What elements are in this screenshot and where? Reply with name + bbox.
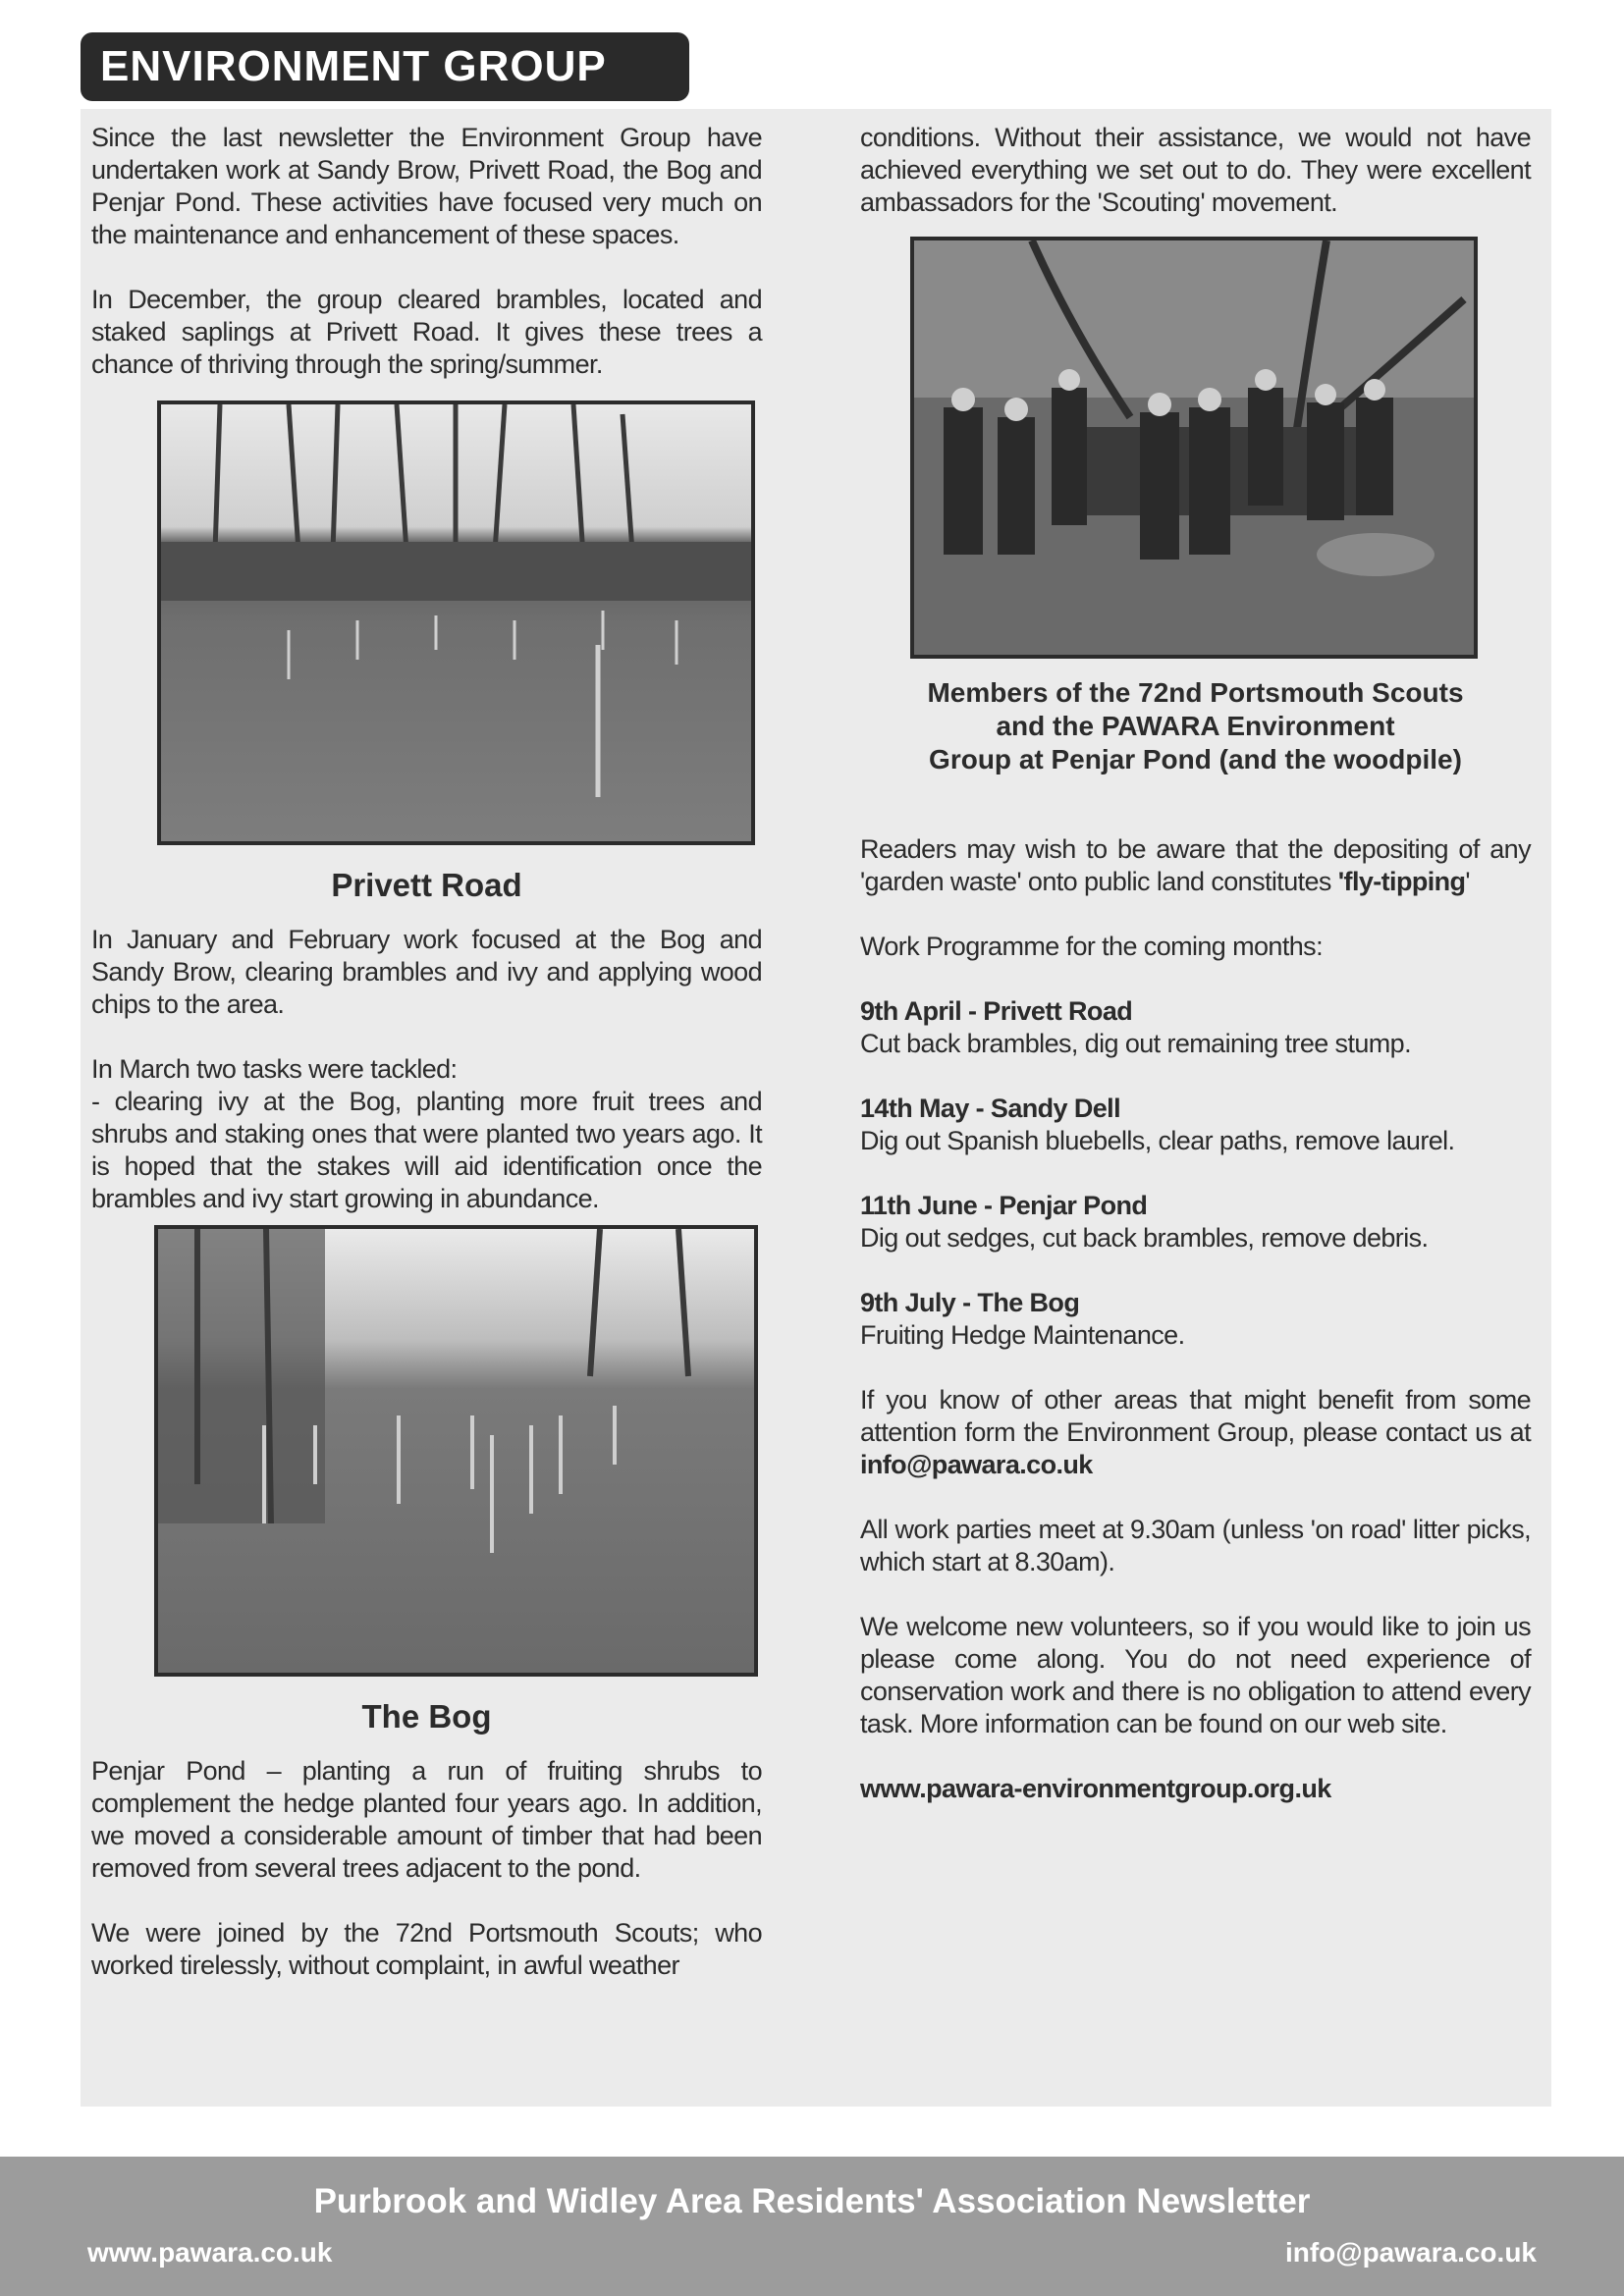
meeting-time-paragraph: All work parties meet at 9.30am (unless 'on road' litter picks, which start at 8.30am). — [860, 1515, 1531, 1576]
left-column — [91, 122, 762, 1982]
fly-tipping-end: ' — [1465, 867, 1470, 896]
footer-website-link[interactable]: www.pawara.co.uk — [87, 2237, 333, 2268]
scouts-caption-line-3: Group at Penjar Pond (and the woodpile) — [929, 744, 1462, 774]
programme-item-title: 11th June - Penjar Pond — [860, 1191, 1148, 1220]
programme-item-desc: Fruiting Hedge Maintenance. — [860, 1320, 1185, 1350]
fly-tipping-bold: 'fly-tipping — [1337, 867, 1466, 896]
environment-group-website-link[interactable]: www.pawara-environmentgroup.org.uk — [860, 1774, 1331, 1803]
the-bog-photo — [154, 1225, 758, 1677]
footer-email-link[interactable]: info@pawara.co.uk — [1284, 2237, 1537, 2268]
volunteers-paragraph: We welcome new volunteers, so if you would like to join us please come along. You do not need experience of conservation work and there is no obligation to attend every task. More information can be found on our web site. — [860, 1612, 1531, 1738]
fly-tipping-text: Readers may wish to be aware that the depositing of any 'garden waste' onto public land constitutes — [860, 834, 1531, 896]
programme-item-title: 9th April - Privett Road — [860, 996, 1133, 1026]
contact-text: If you know of other areas that might benefit from some attention form the Environment Group, please contact us at — [860, 1385, 1531, 1447]
contact-paragraph — [860, 1384, 1531, 1481]
the-bog-caption: The Bog — [361, 1698, 492, 1735]
programme-item-desc: Cut back brambles, dig out remaining tree stump. — [860, 1029, 1411, 1058]
group-photo-icon — [914, 240, 1474, 655]
programme-intro: Work Programme for the coming months: — [860, 932, 1323, 961]
march-paragraph: - clearing ivy at the Bog, planting more fruit trees and shrubs and staking ones that were planted two years ago. It is hoped that the stakes will aid identification once the brambles and ivy start growing in abundance. — [91, 1087, 762, 1213]
programme-item-title: 14th May - Sandy Dell — [860, 1094, 1120, 1123]
section-title: ENVIRONMENT GROUP — [100, 42, 607, 90]
jan-feb-paragraph: In January and February work focused at the Bog and Sandy Brow, clearing brambles and ivy and applying wood chips to the area. — [91, 925, 762, 1019]
programme-item — [860, 995, 1531, 1060]
newsletter-footer — [0, 2157, 1624, 2296]
right-column — [860, 122, 1531, 1805]
privett-road-caption: Privett Road — [331, 867, 522, 903]
programme-item-desc: Dig out Spanish bluebells, clear paths, remove laurel. — [860, 1126, 1455, 1155]
fly-tipping-paragraph — [860, 833, 1531, 898]
programme-item — [860, 1190, 1531, 1255]
programme-item — [860, 1287, 1531, 1352]
programme-item-title: 9th July - The Bog — [860, 1288, 1080, 1317]
scouts-caption-line-1: Members of the 72nd Portsmouth Scouts — [927, 677, 1464, 708]
penjar-pond-paragraph: Penjar Pond – planting a run of fruiting shrubs to complement the hedge planted four years ago. In addition, we moved a considerable amount of timber that had been removed from several trees adjacent to the pond. — [91, 1756, 762, 1883]
march-heading: In March two tasks were tackled: — [91, 1054, 458, 1084]
footer-title: Purbrook and Widley Area Residents' Association Newsletter — [313, 2182, 1311, 2220]
scouts-continued-paragraph: conditions. Without their assistance, we would not have achieved everything we set out to do. They were excellent ambassadors for the 'Scouting' movement. — [860, 123, 1531, 217]
field-photo-icon — [161, 404, 751, 841]
bog-photo-icon — [158, 1229, 754, 1673]
privett-road-photo — [157, 400, 755, 845]
scouts-caption-line-2: and the PAWARA Environment — [996, 711, 1395, 741]
scouts-paragraph: We were joined by the 72nd Portsmouth Scouts; who worked tirelessly, without complaint, in awful weather — [91, 1918, 762, 1980]
december-paragraph: In December, the group cleared brambles, located and staked saplings at Privett Road. It gives these trees a chance of thriving through the spring/summer. — [91, 285, 762, 379]
programme-item-desc: Dig out sedges, cut back brambles, remove debris. — [860, 1223, 1429, 1253]
contact-email-link[interactable]: info@pawara.co.uk — [860, 1450, 1093, 1479]
intro-paragraph: Since the last newsletter the Environment Group have undertaken work at Sandy Brow, Privett Road, the Bog and Penjar Pond. These activities have focused very much on the maintenance and enhancement of these spaces. — [91, 123, 762, 249]
section-title-banner — [81, 32, 689, 101]
scouts-group-photo — [910, 237, 1478, 659]
programme-item — [860, 1093, 1531, 1157]
